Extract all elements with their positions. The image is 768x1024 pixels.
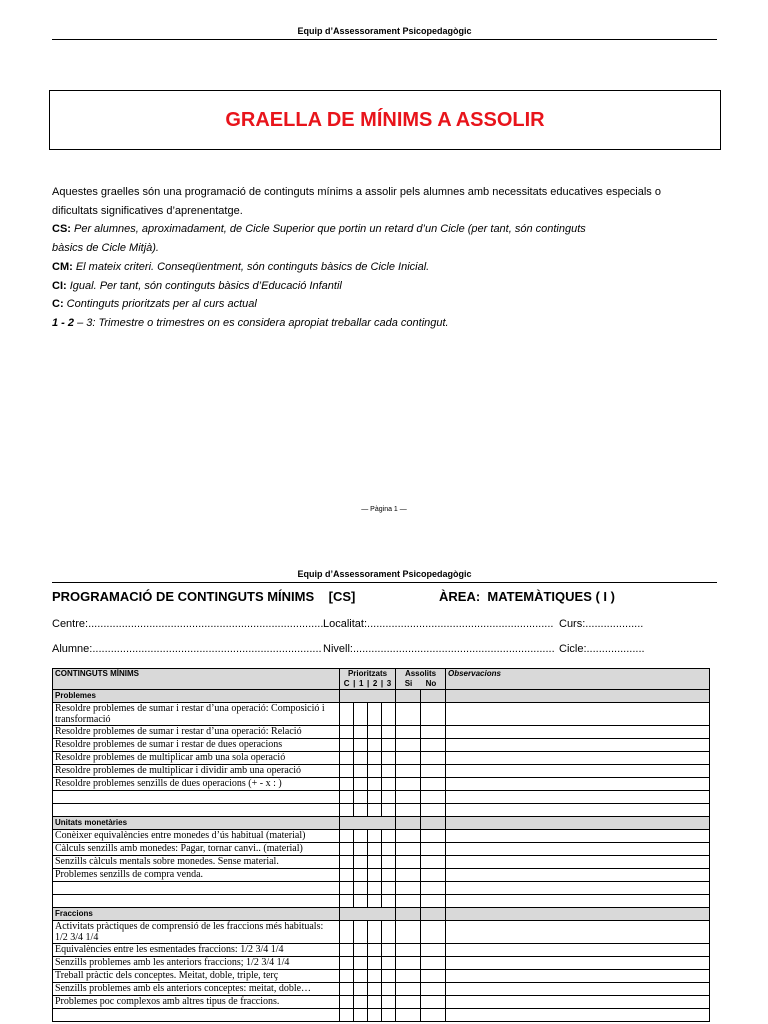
check-3[interactable]: [382, 765, 396, 778]
check-1[interactable]: [354, 895, 368, 908]
check-1[interactable]: [354, 856, 368, 869]
check-2[interactable]: [368, 996, 382, 1009]
check-2[interactable]: [368, 703, 382, 726]
check-no[interactable]: [421, 778, 446, 791]
check-2[interactable]: [368, 856, 382, 869]
content-cell: Treball pràctic dels conceptes. Meitat, doble, triple, terç: [53, 970, 340, 983]
check-2[interactable]: [368, 726, 382, 739]
check-no[interactable]: [421, 752, 446, 765]
observacions-cell[interactable]: [446, 843, 710, 856]
check-3[interactable]: [382, 957, 396, 970]
check-1[interactable]: [354, 970, 368, 983]
category-label: Fraccions: [53, 908, 340, 921]
content-cell: Problemes senzills de compra venda.: [53, 869, 340, 882]
table-row: [53, 739, 710, 752]
legend-c: C: Continguts prioritzats per al curs actual: [52, 298, 257, 311]
content-cell: [53, 882, 340, 895]
table-row: [53, 882, 710, 895]
table-row: [53, 869, 710, 882]
localitat-field[interactable]: Localitat:.............................................................: [323, 618, 554, 630]
table-row: [53, 765, 710, 778]
check-si[interactable]: [396, 752, 421, 765]
observacions-cell[interactable]: [446, 996, 710, 1009]
check-3[interactable]: [382, 983, 396, 996]
category-label: Problemes: [53, 690, 340, 703]
check-2[interactable]: [368, 752, 382, 765]
check-si[interactable]: [396, 843, 421, 856]
check-3[interactable]: [382, 895, 396, 908]
check-si[interactable]: [396, 739, 421, 752]
observacions-cell[interactable]: [446, 957, 710, 970]
observacions-cell[interactable]: [446, 944, 710, 957]
check-3[interactable]: [382, 804, 396, 817]
legend-trimestre: 1 - 2 – 3: Trimestre o trimestres on es considera apropiat treballar cada contingut.: [52, 316, 449, 329]
table-row: [53, 895, 710, 908]
check-3[interactable]: [382, 791, 396, 804]
check-no[interactable]: [421, 983, 446, 996]
col-header-observacions: Observacions: [446, 669, 710, 690]
alumne-field[interactable]: Alumne:...........................................................................: [52, 643, 322, 655]
check-3[interactable]: [382, 703, 396, 726]
col-header-prioritzats: Prioritzats C | 1 | 2 | 3: [340, 669, 396, 690]
check-1[interactable]: [354, 830, 368, 843]
check-2[interactable]: [368, 944, 382, 957]
observacions-cell[interactable]: [446, 970, 710, 983]
check-si[interactable]: [396, 895, 421, 908]
check-c[interactable]: [340, 703, 354, 726]
check-no[interactable]: [421, 869, 446, 882]
check-c[interactable]: [340, 778, 354, 791]
check-no[interactable]: [421, 882, 446, 895]
section-heading: PROGRAMACIÓ DE CONTINGUTS MÍNIMS [CS]: [52, 589, 356, 604]
check-1[interactable]: [354, 778, 368, 791]
check-si[interactable]: [396, 791, 421, 804]
table-row: [53, 944, 710, 957]
content-cell: [53, 791, 340, 804]
nivell-field[interactable]: Nivell:..................................................................: [323, 643, 555, 655]
check-3[interactable]: [382, 830, 396, 843]
check-3[interactable]: [382, 752, 396, 765]
check-3[interactable]: [382, 726, 396, 739]
table-row: [53, 791, 710, 804]
category-label: Unitats monetàries: [53, 817, 340, 830]
content-cell: Conèixer equivalències entre monedes d’ús habitual (material): [53, 830, 340, 843]
check-2[interactable]: [368, 830, 382, 843]
check-1[interactable]: [354, 752, 368, 765]
content-cell: Resoldre problemes senzills de dues operacions (+ - x : ): [53, 778, 340, 791]
check-2[interactable]: [368, 1009, 382, 1022]
observacions-cell[interactable]: [446, 856, 710, 869]
check-si[interactable]: [396, 957, 421, 970]
check-3[interactable]: [382, 944, 396, 957]
check-no[interactable]: [421, 830, 446, 843]
observacions-cell[interactable]: [446, 869, 710, 882]
check-c[interactable]: [340, 843, 354, 856]
content-cell: Resoldre problemes de sumar i restar d’una operació: Relació: [53, 726, 340, 739]
check-c[interactable]: [340, 726, 354, 739]
check-1[interactable]: [354, 921, 368, 944]
check-c[interactable]: [340, 739, 354, 752]
check-2[interactable]: [368, 970, 382, 983]
table-row: [53, 1009, 710, 1022]
check-no[interactable]: [421, 739, 446, 752]
check-3[interactable]: [382, 921, 396, 944]
table-header-row: [53, 669, 710, 690]
page-number: — Pàgina 1 —: [361, 506, 407, 513]
check-1[interactable]: [354, 739, 368, 752]
check-1[interactable]: [354, 765, 368, 778]
check-3[interactable]: [382, 882, 396, 895]
legend-cm: CM: El mateix criteri. Conseqüentment, són continguts bàsics de Cicle Inicial.: [52, 260, 430, 273]
check-1[interactable]: [354, 843, 368, 856]
check-no[interactable]: [421, 791, 446, 804]
document-title: GRAELLA DE MÍNIMS A ASSOLIR: [49, 90, 721, 150]
observacions-cell[interactable]: [446, 765, 710, 778]
check-1[interactable]: [354, 957, 368, 970]
check-1[interactable]: [354, 1009, 368, 1022]
observacions-cell[interactable]: [446, 752, 710, 765]
content-cell: Resoldre problemes de sumar i restar de dues operacions: [53, 739, 340, 752]
check-no[interactable]: [421, 957, 446, 970]
content-cell: Senzills problemes amb les anteriors fraccions; 1/2 3/4 1/4: [53, 957, 340, 970]
category-row: [53, 690, 710, 703]
observacions-cell[interactable]: [446, 895, 710, 908]
check-c[interactable]: [340, 1009, 354, 1022]
check-c[interactable]: [340, 944, 354, 957]
observacions-cell[interactable]: [446, 791, 710, 804]
check-1[interactable]: [354, 882, 368, 895]
check-c[interactable]: [340, 765, 354, 778]
check-si[interactable]: [396, 726, 421, 739]
table-row: [53, 996, 710, 1009]
table-row: [53, 778, 710, 791]
check-2[interactable]: [368, 791, 382, 804]
check-2[interactable]: [368, 882, 382, 895]
check-si[interactable]: [396, 778, 421, 791]
minimums-table: [52, 668, 710, 1022]
check-no[interactable]: [421, 944, 446, 957]
page-header: Equip d’Assessorament Psicopedagògic: [52, 26, 717, 40]
check-no[interactable]: [421, 996, 446, 1009]
check-2[interactable]: [368, 921, 382, 944]
check-no[interactable]: [421, 726, 446, 739]
table-row: [53, 804, 710, 817]
table-row: [53, 970, 710, 983]
check-2[interactable]: [368, 983, 382, 996]
check-si[interactable]: [396, 996, 421, 1009]
col-header-continguts: CONTINGUTS MÍNIMS: [53, 669, 340, 690]
legend-ci: CI: Igual. Per tant, són continguts bàsics d’Educació Infantil: [52, 279, 342, 292]
check-si[interactable]: [396, 765, 421, 778]
table-row: [53, 752, 710, 765]
check-3[interactable]: [382, 843, 396, 856]
content-cell: Càlculs senzills amb monedes: Pagar, tornar canvi.. (material): [53, 843, 340, 856]
table-row: [53, 843, 710, 856]
content-cell: Equivalències entre les esmentades fraccions: 1/2 3/4 1/4: [53, 944, 340, 957]
check-1[interactable]: [354, 804, 368, 817]
check-c[interactable]: [340, 895, 354, 908]
curs-field[interactable]: Curs:...................: [559, 618, 644, 630]
observacions-cell[interactable]: [446, 983, 710, 996]
table-row: [53, 703, 710, 726]
check-c[interactable]: [340, 882, 354, 895]
check-c[interactable]: [340, 869, 354, 882]
check-no[interactable]: [421, 843, 446, 856]
check-si[interactable]: [396, 970, 421, 983]
content-cell: [53, 1009, 340, 1022]
observacions-cell[interactable]: [446, 778, 710, 791]
check-3[interactable]: [382, 869, 396, 882]
check-1[interactable]: [354, 726, 368, 739]
centre-field[interactable]: Centre:.............................................................................: [52, 618, 324, 630]
check-1[interactable]: [354, 791, 368, 804]
check-si[interactable]: [396, 944, 421, 957]
category-row: [53, 817, 710, 830]
check-c[interactable]: [340, 830, 354, 843]
check-2[interactable]: [368, 895, 382, 908]
observacions-cell[interactable]: [446, 882, 710, 895]
check-2[interactable]: [368, 957, 382, 970]
observacions-cell[interactable]: [446, 1009, 710, 1022]
section-title: [52, 589, 717, 607]
field-row-centre: [52, 618, 717, 632]
content-cell: Problemes poc complexos amb altres tipus de fraccions.: [53, 996, 340, 1009]
check-2[interactable]: [368, 843, 382, 856]
check-2[interactable]: [368, 778, 382, 791]
check-no[interactable]: [421, 765, 446, 778]
content-cell: [53, 804, 340, 817]
check-3[interactable]: [382, 856, 396, 869]
check-1[interactable]: [354, 703, 368, 726]
check-si[interactable]: [396, 856, 421, 869]
content-cell: [53, 895, 340, 908]
check-3[interactable]: [382, 778, 396, 791]
table-row: [53, 856, 710, 869]
table-row: [53, 830, 710, 843]
observacions-cell[interactable]: [446, 703, 710, 726]
observacions-cell[interactable]: [446, 830, 710, 843]
check-c[interactable]: [340, 804, 354, 817]
check-no[interactable]: [421, 1009, 446, 1022]
check-1[interactable]: [354, 983, 368, 996]
check-c[interactable]: [340, 791, 354, 804]
table-row: [53, 957, 710, 970]
check-c[interactable]: [340, 921, 354, 944]
check-2[interactable]: [368, 765, 382, 778]
check-2[interactable]: [368, 869, 382, 882]
col-header-assolits: Assolits Si No: [396, 669, 446, 690]
check-si[interactable]: [396, 804, 421, 817]
check-c[interactable]: [340, 957, 354, 970]
area-heading: ÀREA: MATEMÀTIQUES ( I ): [439, 589, 615, 604]
table-row: [53, 983, 710, 996]
check-c[interactable]: [340, 970, 354, 983]
check-2[interactable]: [368, 739, 382, 752]
check-1[interactable]: [354, 869, 368, 882]
page-header: Equip d’Assessorament Psicopedagògic: [52, 569, 717, 583]
cicle-field[interactable]: Cicle:...................: [559, 643, 645, 655]
observacions-cell[interactable]: [446, 726, 710, 739]
check-si[interactable]: [396, 703, 421, 726]
content-cell: Senzills càlculs mentals sobre monedes. Sense material.: [53, 856, 340, 869]
content-cell: Resoldre problemes de multiplicar amb una sola operació: [53, 752, 340, 765]
content-cell: Activitats pràctiques de comprensió de les fraccions més habituals: 1/2 3/4 1/4: [53, 921, 340, 944]
check-1[interactable]: [354, 944, 368, 957]
observacions-cell[interactable]: [446, 739, 710, 752]
content-cell: Resoldre problemes de multiplicar i dividir amb una operació: [53, 765, 340, 778]
check-c[interactable]: [340, 856, 354, 869]
check-3[interactable]: [382, 739, 396, 752]
check-c[interactable]: [340, 996, 354, 1009]
legend-cs: CS: Per alumnes, aproximadament, de Cicle Superior que portin un retard d’un Cicle (per tant, són continguts: [52, 223, 586, 236]
check-si[interactable]: [396, 869, 421, 882]
category-row: [53, 908, 710, 921]
content-cell: Resoldre problemes de sumar i restar d’una operació: Composició i transformació: [53, 703, 340, 726]
content-cell: Senzills problemes amb els anteriors conceptes: meitat, doble…: [53, 983, 340, 996]
field-row-alumne: [52, 643, 717, 657]
table-row: [53, 726, 710, 739]
check-no[interactable]: [421, 856, 446, 869]
check-no[interactable]: [421, 703, 446, 726]
check-2[interactable]: [368, 804, 382, 817]
check-si[interactable]: [396, 1009, 421, 1022]
check-c[interactable]: [340, 983, 354, 996]
observacions-cell[interactable]: [446, 804, 710, 817]
observacions-cell[interactable]: [446, 921, 710, 944]
legend-cs-cont: bàsics de Cicle Mitjà).: [52, 242, 159, 255]
check-3[interactable]: [382, 996, 396, 1009]
check-no[interactable]: [421, 970, 446, 983]
table-row: [53, 921, 710, 944]
intro-paragraph: Aquestes graelles són una programació de continguts mínims a assolir pels alumnes amb necessitats educatives especials o dificultats significatives d’aprenentatge.: [52, 186, 661, 217]
check-3[interactable]: [382, 1009, 396, 1022]
check-si[interactable]: [396, 921, 421, 944]
check-si[interactable]: [396, 983, 421, 996]
check-1[interactable]: [354, 996, 368, 1009]
check-c[interactable]: [340, 752, 354, 765]
intro-text: [52, 183, 692, 333]
check-si[interactable]: [396, 882, 421, 895]
check-si[interactable]: [396, 830, 421, 843]
check-no[interactable]: [421, 804, 446, 817]
check-no[interactable]: [421, 895, 446, 908]
check-no[interactable]: [421, 921, 446, 944]
check-3[interactable]: [382, 970, 396, 983]
